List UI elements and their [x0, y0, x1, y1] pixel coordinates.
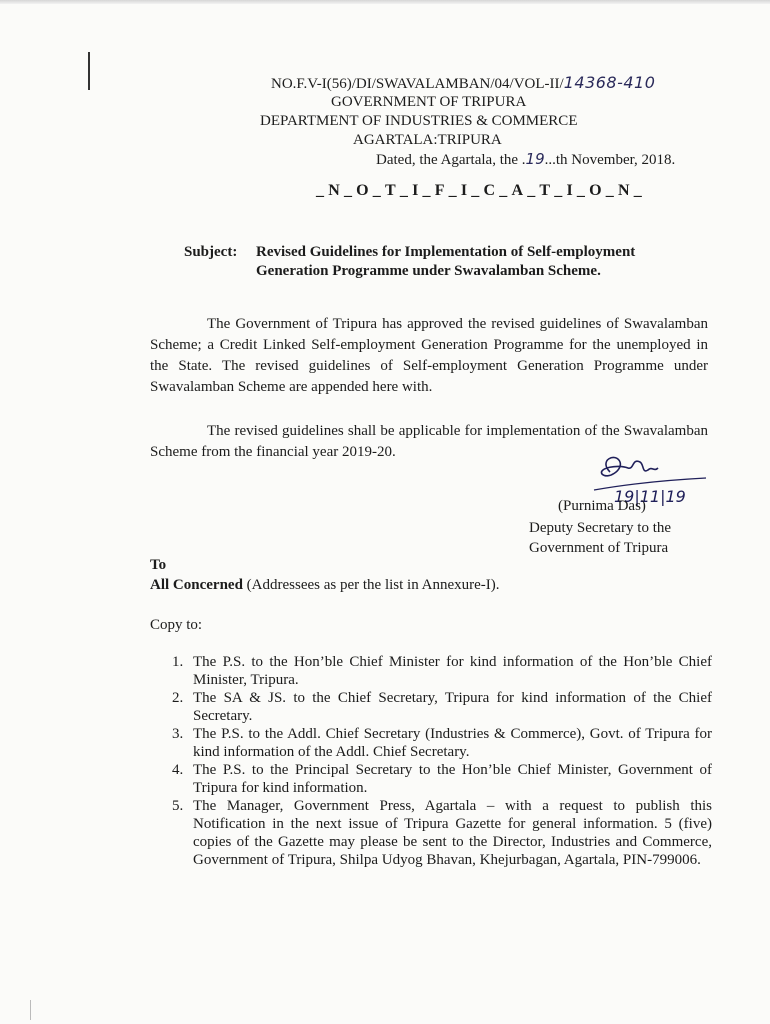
- subject-block: [184, 243, 714, 281]
- designation-line-2: Government of Tripura: [529, 540, 669, 556]
- copy-item-number: 5.: [172, 798, 184, 814]
- margin-mark: [88, 52, 90, 90]
- subject-line-1: Revised Guidelines for Implementation of Self-employment: [256, 244, 636, 260]
- to-label: To: [150, 557, 167, 573]
- copy-item-text: The P.S. to the Principal Secretary to the Hon’ble Chief Minister, Government of Tripura for kind information.: [193, 762, 712, 796]
- copy-item-number: 2.: [172, 690, 184, 706]
- government-name: GOVERNMENT OF TRIPURA: [331, 94, 527, 110]
- scan-edge: [0, 0, 770, 4]
- copy-to-label: Copy to:: [150, 617, 203, 633]
- subject-line-2: Generation Programme under Swavalamban Scheme.: [256, 263, 601, 279]
- signatory-designation: [529, 518, 671, 558]
- notification-title: _N_O_T_I_F_I_C_A_T_I_O_N_: [316, 182, 646, 199]
- copy-item: [172, 761, 712, 797]
- department-name: DEPARTMENT OF INDUSTRIES & COMMERCE: [260, 113, 578, 129]
- date-line: [376, 150, 675, 169]
- addressee-line: [150, 577, 500, 594]
- signature-date: 19|11|19: [614, 487, 686, 506]
- body-paragraph-1: The Government of Tripura has approved the revised guidelines of Swavalamban Scheme; a Credit Linked Self-employment Generation Programme for the unemployed in the State. The revised guidelines of Self-employment Generation Programme under Swavalamban Scheme are appended here with.: [150, 316, 708, 395]
- designation-line-1: Deputy Secretary to the: [529, 520, 672, 536]
- copy-item-text: The SA & JS. to the Chief Secretary, Tripura for kind information of the Chief Secretary.: [193, 690, 712, 724]
- copy-item-number: 1.: [172, 654, 184, 670]
- date-suffix: ...th November, 2018.: [544, 152, 676, 168]
- reference-number: [271, 74, 655, 93]
- signatory-name: (Purnima Das): [558, 498, 646, 514]
- date-prefix: Dated, the Agartala, the .: [376, 152, 526, 168]
- copy-item: [172, 653, 712, 689]
- copy-item: [172, 797, 712, 869]
- reference-number-handwritten: 14368-410: [563, 73, 656, 92]
- body-paragraph-2: The revised guidelines shall be applicable for implementation of the Swavalamban Scheme from the financial year 2019-20.: [150, 423, 708, 460]
- addressee-rest: (Addressees as per the list in Annexure-I).: [242, 577, 500, 593]
- copy-item-number: 4.: [172, 762, 184, 778]
- reference-number-printed: NO.F.V-I(56)/DI/SWAVALAMBAN/04/VOL-II/: [271, 76, 564, 92]
- copy-item-text: The Manager, Government Press, Agartala – with a request to publish this Notification in the next issue of Tripura Gazette for general information. 5 (five) copies of the Gazette may please be sent to the Director, Industries and Commerce, Government of Tripura, Shilpa Udyog Bhavan, Khejurbagan, Agartala, PIN-799006.: [193, 798, 712, 868]
- scan-edge-mark: [30, 1000, 31, 1020]
- addressee-bold: All Concerned: [150, 577, 243, 593]
- copy-item-text: The P.S. to the Hon’ble Chief Minister for kind information of the Hon’ble Chief Minister, Tripura.: [193, 654, 712, 688]
- copy-item-number: 3.: [172, 726, 184, 742]
- copy-item-text: The P.S. to the Addl. Chief Secretary (Industries & Commerce), Govt. of Tripura for kind information of the Addl. Chief Secretary.: [193, 726, 712, 760]
- copy-list: [172, 653, 712, 869]
- place-name: AGARTALA:TRIPURA: [353, 132, 502, 148]
- copy-item: [172, 689, 712, 725]
- subject-label: Subject:: [184, 244, 238, 260]
- copy-item: [172, 725, 712, 761]
- date-day-handwritten: 19: [525, 150, 545, 168]
